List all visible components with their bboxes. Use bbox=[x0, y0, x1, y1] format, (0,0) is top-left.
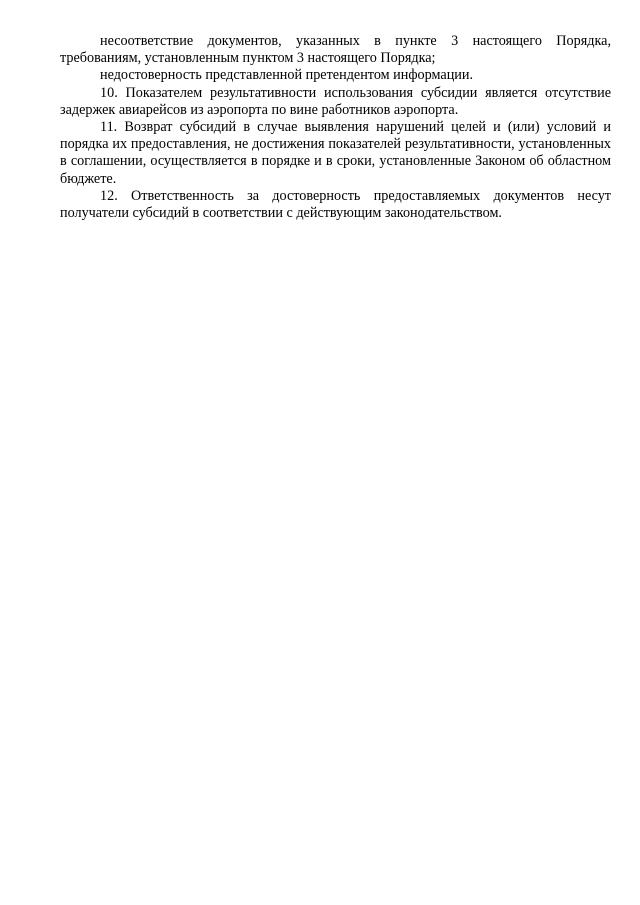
document-body bbox=[60, 33, 611, 222]
paragraph-documents-mismatch: несоответствие документов, указанных в пункте 3 настоящего Порядка, требованиям, установленным пунктом 3 настоящего Порядка; bbox=[60, 33, 611, 67]
paragraph-item-12: 12. Ответственность за достоверность предоставляемых документов несут получатели субсидий в соответствии с действующим законодательством. bbox=[60, 187, 611, 222]
paragraph-item-10: 10. Показателем результативности использования субсидии является отсутствие задержек авиарейсов из аэропорта по вине работников аэропорта. bbox=[60, 84, 611, 118]
paragraph-unreliable-info: недостоверность представленной претендентом информации. bbox=[100, 67, 474, 84]
paragraph-item-11: 11. Возврат субсидий в случае выявления нарушений целей и (или) условий и порядка их предоставления, не достижения показателей результативности, установленных в соглашении, осуществляется в порядке и в сроки, установленные Законом об областном бюджете. bbox=[60, 119, 611, 187]
